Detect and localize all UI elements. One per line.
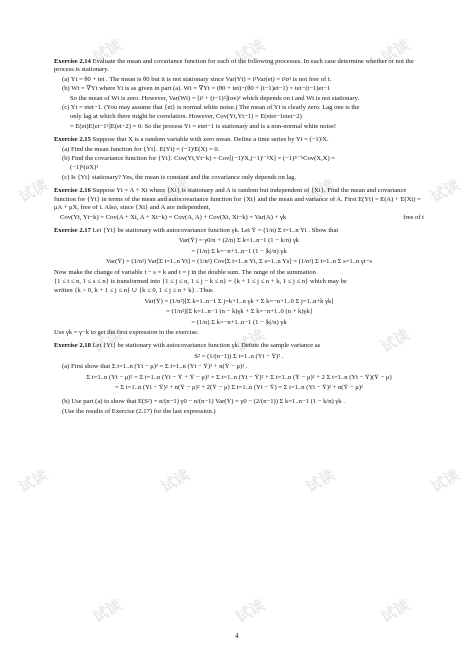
part-a: (a) Yt = θ0 + tet . The mean is θ0 but it is not stationary since Var(Yt) = t²Var(et) = t²σ² is not free of t.: [62, 75, 332, 83]
paragraph-line: Now make the change of variable t − s = k and t = j in the double sum. The range of the summation: [54, 268, 316, 276]
watermark: 试读: [302, 465, 338, 497]
equation: Var(Ȳ) = (1/n²)[Σ k=1..n−1 Σ j=k+1..n γk + Σ k=−n+1..0 Σ j=1..n+k γk]: [144, 297, 334, 305]
watermark: 试读: [89, 595, 125, 627]
exercise-intro: Let {Yt} be stationary with autocovariance function γk. Define the sample variance as: [92, 342, 321, 350]
equation: S² = (1/(n−1)) Σ t=1..n (Yt − Ȳ)² .: [194, 352, 284, 360]
part-c-line1: (c) Yt = etet−1. (You may assume that {et} is normal white noise.) The mean of Yt is clearly zero. Lag one is the: [62, 104, 360, 112]
watermark: 试读: [377, 325, 413, 357]
equation: = (1/n) Σ k=−n+1..n−1 (1 − |k|/n) γk: [191, 318, 287, 326]
equation: Var(Ȳ) = (1/n²) Var[Σ t=1..n Yt] = (1/n²) Cov[Σ t=1..n Yt, Σ s=1..n Ys] = (1/n²) Σ t=1..n Σ s=1..n γt−s: [106, 258, 372, 266]
watermark: 试读: [157, 175, 193, 207]
part-a: (a) Find the mean function for {Yt}. E(Yt) = (−1)ᵗE(X) = 0.: [62, 145, 220, 153]
exercise-2-17: [54, 227, 424, 235]
part-b: (b) Use part (a) to show that E(S²) = n/(n−1) γ0 − n/(n−1) Var(Ȳ) = γ0 − (2/(n−1)) Σ k=1..n−1 (1 − k/n) γk .: [62, 398, 345, 406]
part-b-line2: So the mean of Wt is zero. However, Var(Wt) = [t² + (t−1)²](σe)² which depends on t and Wt is not stationary.: [70, 94, 360, 102]
watermark: 试读: [232, 35, 268, 67]
paragraph-line: Use γk = γ−k to get the first expression in the exercise.: [54, 328, 199, 336]
exercise-2-15: [54, 136, 424, 144]
equation-row: [54, 214, 424, 222]
watermark: 试读: [377, 35, 413, 67]
watermark: 试读: [15, 175, 51, 207]
part-b-line2: (−1)ᵏ(σX)²: [70, 164, 99, 172]
exercise-2-14: [54, 58, 424, 75]
exercise-title: Exercise 2.15: [54, 136, 91, 144]
exercise-intro: Evaluate the mean and covariance function for each of the following processes. In each case determine whether or not the process is stationary.: [54, 58, 414, 74]
watermark: 试读: [15, 465, 51, 497]
exercise-line1: Suppose Yt = A + Xt where {Xt} is stationary and A is random but independent of {Xt}. Find the mean: [92, 187, 365, 195]
exercise-2-16: [54, 187, 424, 212]
equation: Var(Ȳ) = γ0/n + (2/n) Σ k=1..n−1 (1 − k/n) γk: [178, 237, 300, 245]
part-b-note: (Use the results of Exercise (2.17) for the last expression.): [62, 407, 216, 415]
paragraph-line: {1 ≤ t ≤ n, 1 ≤ s ≤ n} is transformed into {1 ≤ j ≤ n, 1 ≤ j − k ≤ n} = {k + 1 ≤ j ≤ n + k, 1 ≤ j ≤ n} which may be: [54, 277, 347, 285]
part-c: (c) Is {Yt} stationary? Yes, the mean is constant and the covariance only depends on lag.: [62, 173, 297, 181]
equation: Σ t=1..n (Yt − μ)² = Σ t=1..n (Yt − Ȳ + Ȳ − μ)² = Σ t=1..n (Yt − Ȳ)² + Σ t=1..n (Ȳ − μ)² + 2 Σ t=1..n (Yt − Ȳ)(Ȳ − μ): [86, 373, 392, 381]
equation: = (1/n²)[Σ k=1..n−1 (n − k)γk + Σ k=−n+1..0 (n + k)γk]: [166, 308, 312, 316]
exercise-title: Exercise 2.17: [54, 226, 91, 234]
part-b-line1: (b) Find the covariance function for {Yt}. Cov(Yt,Yt−k) = Cov[(−1)ᵗX,(−1)ᵗ⁻ᵏX] = (−1)²ᵗ⁻ᵏCov(X,X) =: [62, 155, 336, 163]
watermark: 试读: [89, 35, 125, 67]
exercise-line2: and covariance function for {Yt} in terms of the mean and autocovariance function for {Xt} and the mean and variance of A. First E(Yt) = E(A) + E(Xt) = μA + μX, free of t. Also, since {Xt} and A are independent,: [54, 187, 421, 212]
equation: = (1/n) Σ k=−n+1..n−1 (1 − |k|/n) γk: [191, 247, 287, 255]
equation: = Σ t=1..n (Yt − Ȳ)² + n(Ȳ − μ)² + 2(Ȳ − μ) Σ t=1..n (Yt − Ȳ) = Σ t=1..n (Yt − Ȳ)² + n(Ȳ − μ)²: [114, 384, 363, 391]
exercise-intro: Suppose that X is a random variable with zero mean. Define a time series by Yt = (−1)ᵗX.: [92, 136, 329, 144]
watermark: 试读: [232, 325, 268, 357]
watermark: 试读: [302, 175, 338, 207]
exercise-intro: Let {Yt} be stationary with autocovariance function γk. Let Ȳ = (1/n) Σ t=1..n Yt . Show that: [92, 226, 339, 234]
paragraph-line: written {k > 0, k + 1 ≤ j ≤ n} ∪ {k ≤ 0, 1 ≤ j ≤ n + k} . Thus: [54, 287, 213, 295]
watermark: 试读: [427, 175, 463, 207]
page-number: 4: [235, 632, 239, 640]
equation: Cov(Yt, Yt−k) = Cov(A + Xt, A + Xt−k) = Cov(A, A) + Cov(Xt, Xt−k) = Var(A) + γk: [60, 213, 287, 221]
exercise-2-18: [54, 342, 424, 350]
watermark: 试读: [232, 595, 268, 627]
watermark: 试读: [89, 325, 125, 357]
part-c-line2: only lag at which there might be correlation. However, Cov(Yt,Yt−1) = E(etet−1etet−2): [70, 113, 302, 121]
equation-tail: free of t: [403, 213, 424, 221]
part-c-line3: = E(et)E[et−1²]E(et−2) = 0. So the process Yt = etet−1 is stationary and is a non-normal white noise!: [70, 122, 337, 130]
exercise-title: Exercise 2.16: [54, 187, 91, 195]
exercise-title: Exercise 2.18: [54, 342, 91, 350]
watermark: 试读: [157, 465, 193, 497]
page-content: [54, 58, 424, 417]
part-b-line1: (b) Wt = ∇Yt where Yt is as given in part (a). Wt = ∇Yt = (θ0 + tet)−(θ0 + (t−1)et−1) = tet−(t−1)et−1: [62, 85, 331, 93]
part-a: (a) First show that Σ t=1..n (Yt − μ)² = Σ t=1..n (Yt − Ȳ)² + n(Ȳ − μ)² .: [62, 363, 248, 371]
exercise-title: Exercise 2.14: [54, 58, 91, 65]
watermark: 试读: [427, 465, 463, 497]
watermark: 试读: [377, 595, 413, 627]
